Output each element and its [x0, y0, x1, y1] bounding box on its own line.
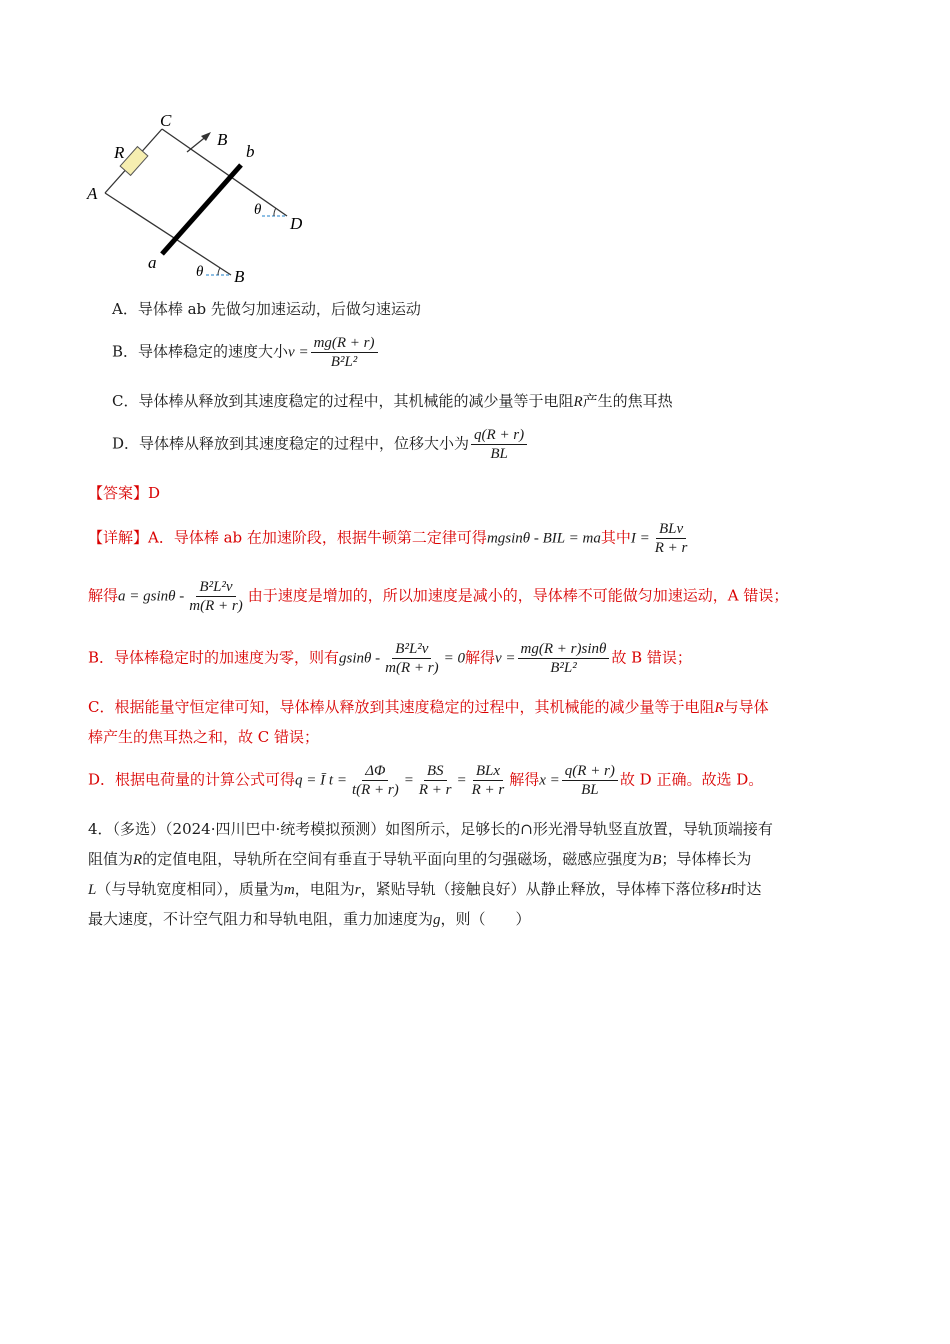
option-C: C．导体棒从释放到其速度稳定的过程中，其机械能的减少量等于电阻R产生的焦耳热	[112, 392, 673, 410]
explain-line-4a: C．根据能量守恒定律可知，导体棒从释放到其速度稳定的过程中，其机械能的减少量等于电阻R与导体	[88, 698, 769, 716]
fraction: $\frac{\text{BLv}}{R + r}$	[654, 521, 688, 556]
answer-line: 【答案】D	[88, 484, 161, 502]
label-theta-top: θ	[254, 202, 262, 218]
fraction: $\frac{mg(R + r)}{\text{B²L²}}$	[311, 334, 378, 371]
fraction: $\frac{q(R + r)}{BL}$	[471, 426, 527, 463]
question-4-line-4: 最大速度，不计空气阻力和导轨电阻，重力加速度为g，则（ ）	[88, 910, 531, 928]
fraction: $\frac{\text{BLx}}{R + r}$	[471, 763, 505, 798]
fraction: $\frac{BS}{R + r}$	[418, 763, 452, 798]
angle-arc-bottom	[218, 268, 220, 275]
incline-rail-diagram	[84, 108, 314, 293]
option-B: B．导体棒稳定的速度大小v = $\frac{mg(R + r)}{\text{B²L²}}$	[112, 334, 380, 371]
label-B-top: B	[217, 130, 228, 149]
explain-line-5: D．根据电荷量的计算公式可得q = Ī t = $\frac{\Delta\Phi}{t(R + r)}$ = $\frac{BS}{R + r}$ = $\frac{\text{BLx}}{R + r}$ 解得x = $\frac{q(R + r)}{BL}$ 故 D 正确。故选 D。	[88, 763, 764, 798]
option-A: A．导体棒 ab 先做匀加速运动，后做匀速运动	[112, 300, 421, 318]
explain-line-2: 解得a = gsinθ - $\frac{\text{B²L²v}}{m(R + r)}$ 由于速度是增加的，所以加速度是减小的，导体棒不可能做匀加速运动，A 错误；	[88, 579, 789, 614]
angle-arc-top	[274, 208, 276, 216]
explain-line-1: 【详解】A．导体棒 ab 在加速阶段，根据牛顿第二定律可得mgsinθ - BIL = ma其中I = $\frac{\text{BLv}}{R + r}$	[88, 520, 692, 557]
label-theta-bottom: θ	[196, 264, 204, 280]
fraction: $\frac{q(R + r)}{BL}$	[562, 762, 618, 799]
label-C: C	[160, 111, 172, 130]
conductor-rod-ab	[162, 165, 241, 254]
rail-A-B	[105, 193, 231, 275]
question-4-line-2: 阻值为R的定值电阻，导轨所在空间有垂直于导轨平面向里的匀强磁场，磁感应强度为B；导体棒长为	[88, 850, 752, 868]
option-D: D．导体棒从释放到其速度稳定的过程中，位移大小为 $\frac{q(R + r)}{BL}$	[112, 426, 529, 463]
question-4-line-3: L（与导轨宽度相同），质量为m，电阻为r，紧贴导轨（接触良好）从静止释放，导体棒下落位移H时达	[88, 880, 762, 898]
question-4-line-1: 4．（多选）（2024·四川巴中·统考模拟预测）如图所示，足够长的∩形光滑导轨竖直放置，导轨顶端接有	[88, 820, 773, 838]
fraction: $\frac{\Delta\Phi}{t(R + r)}$	[351, 763, 399, 798]
label-D: D	[290, 214, 303, 233]
fraction: $\frac{mg(R + r)\sin\theta}{\text{B²L²}}$	[518, 640, 610, 677]
fraction: $\frac{\text{B²L²v}}{m(R + r)}$	[189, 579, 243, 614]
explain-line-4b: 棒产生的焦耳热之和，故 C 错误；	[88, 728, 320, 746]
label-a: a	[148, 253, 157, 272]
explain-line-3: B．导体棒稳定时的加速度为零，则有gsinθ - $\frac{\text{B²L²v}}{m(R + r)}$ = 0解得v = $\frac{mg(R + r)\sin\theta}{\text{B²L²}}$ 故 B 错误；	[88, 641, 692, 676]
label-R: R	[114, 143, 125, 162]
label-b: b	[246, 142, 255, 161]
label-A: A	[87, 184, 98, 203]
fraction: $\frac{\text{B²L²v}}{m(R + r)}$	[385, 641, 439, 676]
label-B-bottom: B	[234, 267, 245, 286]
